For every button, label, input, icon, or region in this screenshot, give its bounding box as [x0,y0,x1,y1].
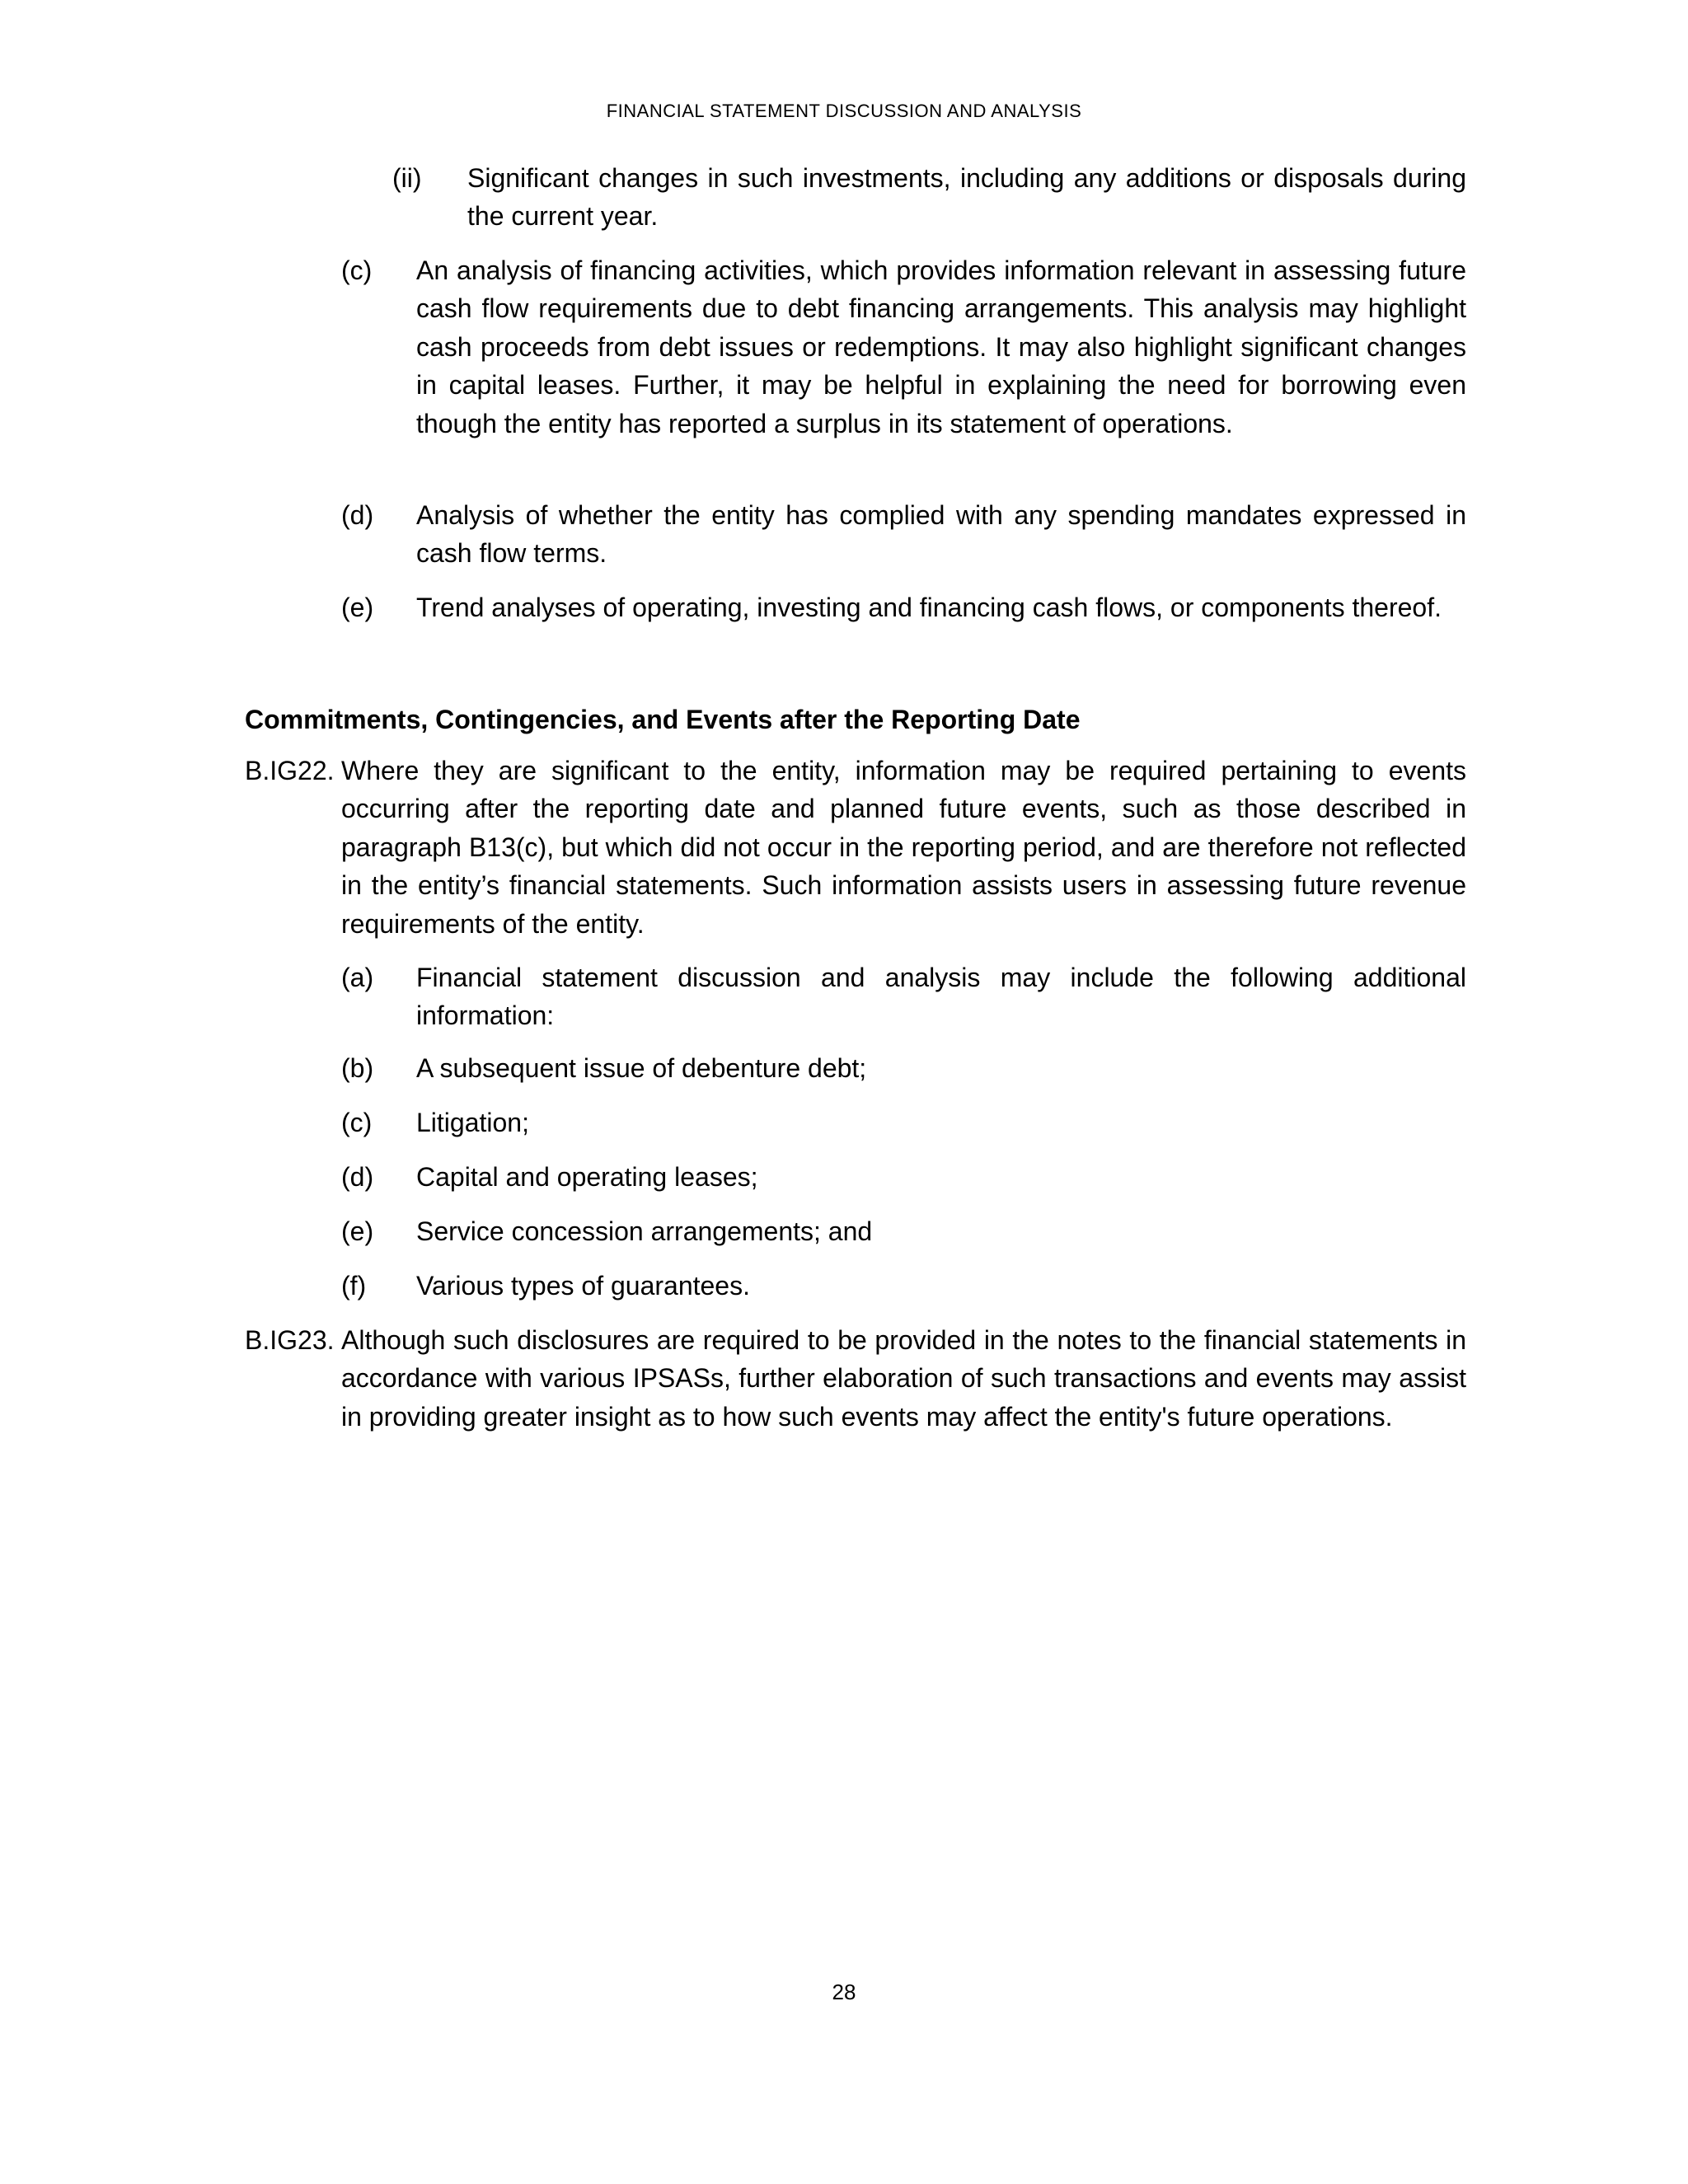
paragraph-b-ig22 [245,752,1466,943]
page-number: 28 [832,1980,856,2004]
sub-item-b [341,1049,1466,1088]
list-item-text: Various types of guarantees. [416,1271,750,1301]
sub-item-e [341,1212,1466,1251]
list-item-text: Financial statement discussion and analysis may include the following additional information: [416,963,1466,1031]
list-item-text: Service concession arrangements; and [416,1216,873,1246]
list-item-label: (d) [341,500,374,530]
sub-item-f [341,1267,1466,1305]
sub-item-a [341,958,1466,1035]
list-item-c [341,251,1466,482]
running-header: FINANCIAL STATEMENT DISCUSSION AND ANALYSIS [606,101,1082,121]
list-item-text: An analysis of financing activities, which provides information relevant in assessing future cash flow requirements due to debt financing arrangements. This analysis may highlight cash proceeds from debt issues or redemptions. It may also highlight significant changes in capital leases. Further, it may be helpful in explaining the need for borrowing even though the entity has reported a surplus in its statement of operations. [416,255,1466,438]
list-item-text: Trend analyses of operating, investing and financing cash flows, or components thereof. [416,593,1442,622]
list-item-d [341,496,1466,573]
list-item-label: (e) [341,1216,374,1246]
list-item-label: (e) [341,593,374,622]
list-item-label: (ii) [392,163,422,193]
sub-item-d [341,1158,1466,1197]
list-item-ii [392,159,1466,236]
list-item-text: Analysis of whether the entity has complied with any spending mandates expressed in cash flow terms. [416,500,1466,569]
paragraph-text: Where they are significant to the entity, information may be required pertaining to events occurring after the reporting date and planned future events, such as those described in paragraph B13(c), but which did not occur in the reporting period, and are therefore not reflected in the entity’s financial statements. Such information assists users in assessing future revenue requirements of the entity. [341,756,1466,939]
list-item-e [341,588,1466,665]
list-item-label: (c) [341,1108,373,1137]
list-item-label: (c) [341,255,373,285]
list-item-label: (d) [341,1162,374,1192]
section-heading: Commitments, Contingencies, and Events after the Reporting Date [245,705,1081,734]
paragraph-text: Although such disclosures are required to be provided in the notes to the financial statements in accordance with various IPSASs, further elaboration of such transactions and events may assist in providing greater insight as to how such events may affect the entity's future operations. [341,1325,1466,1432]
list-item-text: Capital and operating leases; [416,1162,758,1192]
list-item-label: (f) [341,1271,367,1301]
list-item-text: Litigation; [416,1108,529,1137]
paragraph-b-ig23 [245,1321,1466,1474]
paragraph-label: B.IG23. [245,1325,335,1355]
sub-item-c [341,1104,1466,1142]
list-item-text: Significant changes in such investments, including any additions or disposals during the current year. [467,163,1466,232]
paragraph-label: B.IG22. [245,756,335,785]
list-item-text: A subsequent issue of debenture debt; [416,1053,867,1083]
list-item-label: (a) [341,963,374,992]
list-item-label: (b) [341,1053,374,1083]
